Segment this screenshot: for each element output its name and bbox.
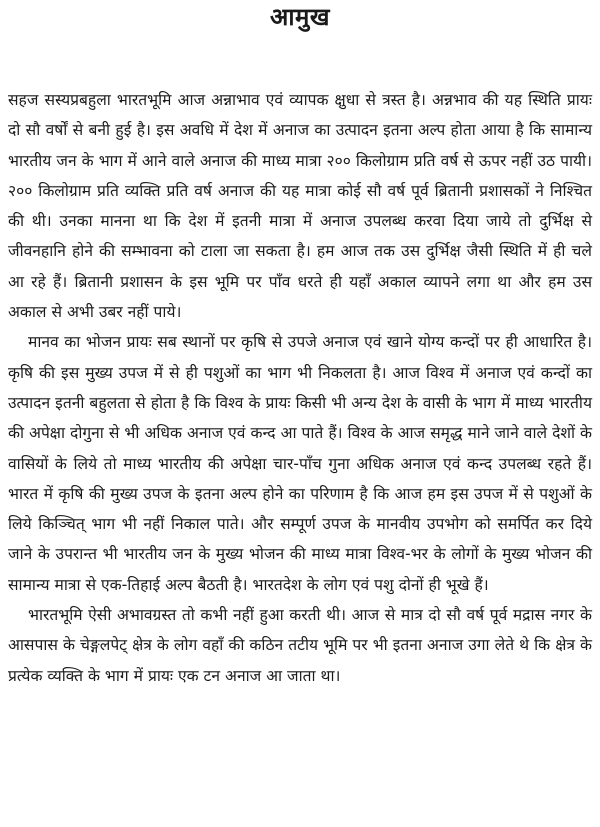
paragraph-3: भारतभूमि ऐसी अभावग्रस्त तो कभी नहीं हुआ करती थी। आज से मात्र दो सौ वर्ष पूर्व मद्रास नगर के आसपास के चेङ्गलपेट् क्षेत्र के लोग वहाँ की कठिन तटीय भूमि पर भी इतना अनाज उगा लेते थे कि क्षेत्र के प्रत्येक व्यक्ति के भाग में प्रायः एक टन अनाज आ जाता था। (8, 606, 592, 685)
paragraph-1: सहज सस्यप्रबहुला भारतभूमि आज अन्नाभाव एवं व्यापक क्षुधा से त्रस्त है। अन्नभाव की यह स्थिति प्रायः दो सौ वर्षों से बनी हुई है। इस अवधि में देश में अनाज का उत्पादन इतना अल्प होता आया है कि सामान्य भारतीय जन के भाग में आने वाले अनाज की माध्य मात्रा २०० किलोग्राम प्रति वर्ष से ऊपर नहीं उठ पायी। २०० किलोग्राम प्रति व्यक्ति प्रति वर्ष अनाज की यह मात्रा कोई सौ वर्ष पूर्व ब्रितानी प्रशासकों ने निश्चित की थी। उनका मानना था कि देश में इतनी मात्रा में अनाज उपलब्ध करवा दिया जाये तो दुर्भिक्ष से जीवनहानि होने की सम्भावना को टाला जा सकता है। हम आज तक उस दुर्भिक्ष जैसी स्थिति में ही चले आ रहे हैं। ब्रितानी प्रशासन के इस भूमि पर पाँव धरते ही यहाँ अकाल व्यापने लगा था और हम उस अकाल से अभी उबर नहीं पाये। (8, 91, 592, 322)
body-text (8, 85, 592, 691)
paragraph-2: मानव का भोजन प्रायः सब स्थानों पर कृषि से उपजे अनाज एवं खाने योग्य कन्दों पर ही आधारित है। कृषि की इस मुख्य उपज में से ही पशुओं का भाग भी निकलता है। आज विश्व में अनाज एवं कन्दों का उत्पादन इतनी बहुलता से होता है कि विश्व के प्रायः किसी भी अन्य देश के वासी के भाग में माध्य भारतीय की अपेक्षा दोगुना से भी अधिक अनाज एवं कन्द आ पाते हैं। विश्व के आज समृद्ध माने जाने वाले देशों के वासियों के लिये तो माध्य भारतीय की अपेक्षा चार-पाँच गुना अधिक अनाज एवं कन्द उपलब्ध रहते हैं। भारत में कृषि की मुख्य उपज के इतना अल्प होने का परिणाम है कि आज हम इस उपज में से पशुओं के लिये किञ्चित् भाग भी नहीं निकाल पाते। और सम्पूर्ण उपज के मानवीय उपभोग को समर्पित कर दिये जाने के उपरान्त भी भारतीय जन के मुख्य भोजन की माध्य मात्रा विश्व-भर के लोगों के मुख्य भोजन की सामान्य मात्रा से एक-तिहाई अल्प बैठती है। भारतदेश के लोग एवं पशु दोनों ही भूखे हैं। (8, 333, 592, 594)
page-title: आमुख (269, 3, 330, 31)
